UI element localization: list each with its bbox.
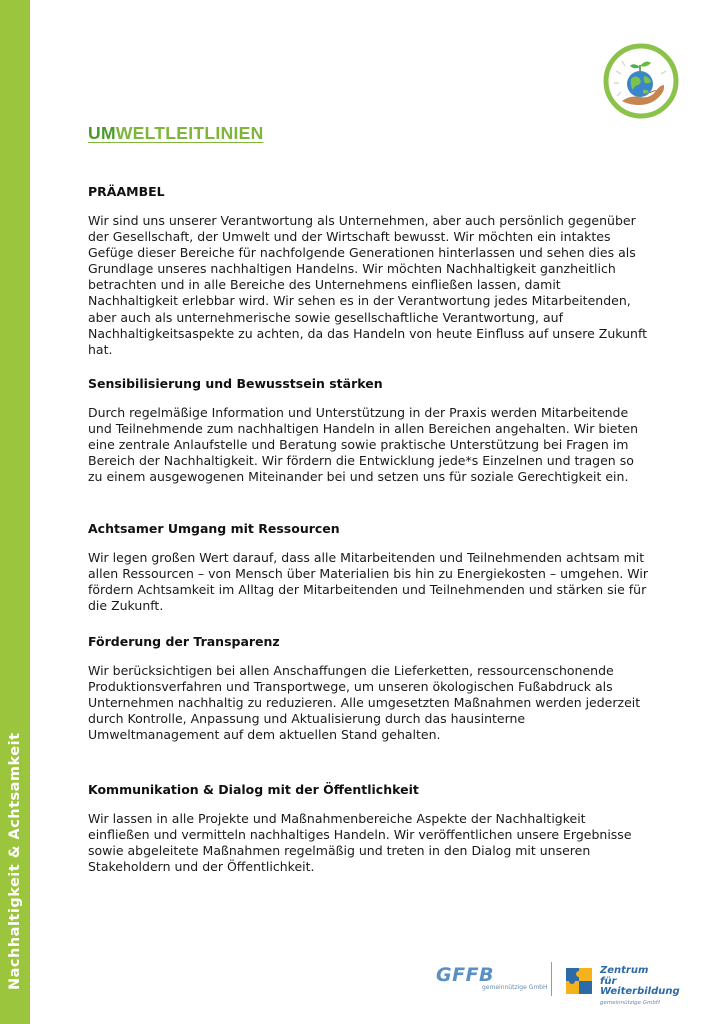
section-ressourcen — [88, 521, 648, 614]
section-body: Wir berücksichtigen bei allen Anschaffungen die Lieferketten, ressourcenschonende Produktionsverfahren und Transportwege, um unseren ökologischen Fußabdruck als Unternehmen nachhaltig zu reduzieren. Alle umgesetzten Maßnahmen werden jederzeit durch Kontrolle, Anpassung und Aktualisierung durch das hausinterne Umweltmanagement auf dem aktuellen Stand gehalten. — [88, 663, 641, 743]
section-heading: Kommunikation & Dialog mit der Öffentlichkeit — [88, 782, 419, 797]
zfw-line2: für Weiterbildung — [600, 975, 680, 997]
section-preamble — [88, 184, 648, 358]
gffb-subtitle: gemeinnützige GmbH — [482, 984, 548, 991]
section-heading: Achtsamer Umgang mit Ressourcen — [88, 521, 340, 536]
section-sensibilisierung — [88, 376, 648, 485]
section-heading: Sensibilisierung und Bewusstsein stärken — [88, 376, 383, 391]
gffb-logo — [436, 964, 548, 991]
section-kommunikation — [88, 782, 648, 875]
section-body: Wir sind uns unserer Verantwortung als Unternehmen, aber auch persönlich gegenüber der Gesellschaft, der Umwelt und der Wirtschaft bewusst. Wir möchten ein intaktes Gefüge dieser Bereiche für nachfolgende Generationen hinterlassen und sehen dies als Grundlage unseres nachhaltigen Handelns. Wir möchten Nachhaltigkeit ganzheitlich betrachten und in alle Bereiche des Unternehmens einfließen lassen, damit Nachhaltigkeit erlebbar wird. Wir sehen es in der Verantwortung jedes Mitarbeitenden, aber auch als unternehmerische sowie gesellschaftliche Verantwortung, auf Nachhaltigkeitsaspekte zu achten, da das Handeln von heute Einfluss auf unsere Zukunft hat. — [88, 213, 648, 357]
section-heading: PRÄAMBEL — [88, 184, 165, 199]
section-transparenz — [88, 634, 648, 743]
gffb-name: GFFB — [436, 964, 495, 986]
sidebar-band — [0, 0, 30, 1024]
zfw-subtitle: gemeinnützige GmbH — [600, 999, 661, 1006]
title-rest: WELTLEITLINIEN — [115, 123, 264, 143]
footer-divider — [551, 962, 552, 996]
zfw-logo-text — [600, 966, 686, 1008]
sidebar-vertical-text: Nachhaltigkeit & Achtsamkeit — [7, 732, 23, 990]
footer-logos — [436, 958, 686, 1006]
section-heading: Förderung der Transparenz — [88, 634, 280, 649]
zfw-line1: Zentrum — [600, 965, 649, 976]
title-highlight: UM — [88, 123, 116, 143]
section-body: Wir lassen in alle Projekte und Maßnahmenbereiche Aspekte der Nachhaltigkeit einfließen und vermitteln nachhaltiges Handeln. Wir veröffentlichen unsere Ergebnisse sowie abgeleitete Maßnahmen regelmäßig und treten in den Dialog mit unseren Stakeholdern und der Öffentlichkeit. — [88, 811, 632, 875]
zfw-puzzle-icon — [564, 966, 594, 996]
globe-in-hand-icon — [603, 43, 679, 119]
document-content — [88, 118, 649, 875]
section-body: Wir legen großen Wert darauf, dass alle Mitarbeitenden und Teilnehmenden achtsam mit allen Ressourcen – von Mensch über Materialien bis hin zu Energiekosten – umgehen. Wir fördern Achtsamkeit im Alltag der Mitarbeitenden und Teilnehmenden und stärken sie für die Zukunft. — [88, 550, 649, 614]
document-title — [88, 123, 648, 144]
section-body: Durch regelmäßige Information und Unterstützung in der Praxis werden Mitarbeitende und Teilnehmende zum nachhaltigen Handeln in allen Bereichen angehalten. Wir bieten eine zentrale Anlaufstelle und Beratung sowie praktische Unterstützung bei Fragen im Bereich der Nachhaltigkeit. Wir fördern die Entwicklung jede*s Einzelnen und tragen so zu einem ausgewogenen Miteinander bei und setzen uns für soziale Gerechtigkeit ein. — [88, 405, 638, 485]
